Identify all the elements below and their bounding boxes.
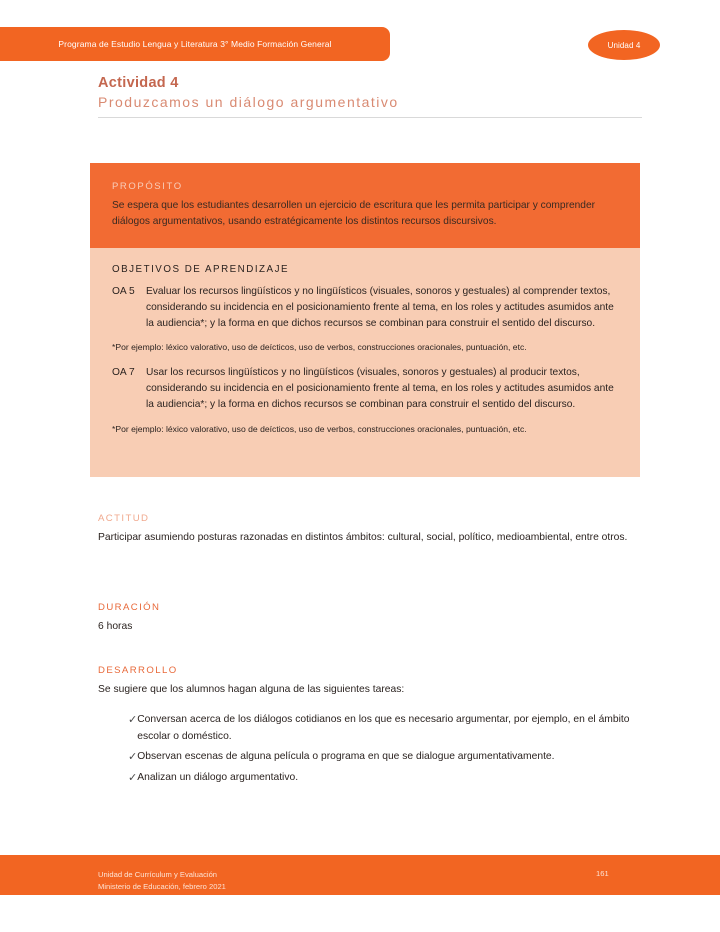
duracion-section <box>98 602 636 635</box>
page-title <box>98 74 642 112</box>
objetivo-footnote: *Por ejemplo: léxico valorativo, uso de deícticos, uso de verbos, construcciones oracionales, puntuación, etc. <box>112 342 527 353</box>
unit-badge <box>588 30 660 60</box>
objetivo-text: Evaluar los recursos lingüísticos y no lingüísticos (visuales, sonoros y gestuales) al comprender textos, considerando su incidencia en el posicionamiento frente al tema, en los roles y actitudes asumidos ante la audiencia*; y la forma en que dichos recursos se combinan para construir el sentido del discurso. <box>146 286 614 330</box>
footer-credits <box>98 869 226 893</box>
list-item <box>98 770 636 788</box>
desarrollo-intro: Se sugiere que los alumnos hagan alguna de las siguientes tareas: <box>98 684 405 695</box>
objetivo-code: OA 7 <box>112 367 135 379</box>
desarrollo-section <box>98 665 636 790</box>
proposito-panel <box>90 163 640 248</box>
proposito-text: Se espera que los estudiantes desarrollen un ejercicio de escritura que les permita participar y comprender diálogos argumentativos, usando estratégicamente los distintos recursos discursivos. <box>112 200 596 227</box>
task-text: Analizan un diálogo argumentativo. <box>137 771 299 783</box>
running-header-bar <box>0 27 390 61</box>
check-icon: ✓ <box>128 750 138 763</box>
list-item <box>98 749 636 767</box>
objetivo-code: OA 5 <box>112 286 135 297</box>
activity-name: Produzcamos un diálogo argumentativo <box>98 94 399 111</box>
objetivo-footnote: *Por ejemplo: léxico valorativo, uso de deícticos, uso de verbos, construcciones oracionales, puntuación, etc. <box>112 423 527 434</box>
actitud-text: Participar asumiendo posturas razonadas en distintos ámbitos: cultural, social, político, medioambiental, entre otros. <box>98 532 628 543</box>
page-number: 161 <box>596 869 609 878</box>
actitud-label: ACTITUD <box>98 513 150 524</box>
objetivo-item <box>112 365 618 413</box>
title-divider <box>98 117 642 118</box>
task-list <box>98 712 636 787</box>
task-text: Observan escenas de alguna película o programa en que se dialogue argumentativamente. <box>137 750 555 762</box>
objetivo-item <box>112 284 618 332</box>
list-item <box>98 712 636 745</box>
duracion-text: 6 horas <box>98 621 133 632</box>
objetivo-text: Usar los recursos lingüísticos y no lingüísticos (visuales, sonoros y gestuales) al producir textos, considerando su incidencia en el posicionamiento frente al tema, en los roles y actitudes asumidos ante la audiencia*; y la forma en dichos recursos se combinan para construir el sentido del discurso. <box>146 367 614 411</box>
check-icon: ✓ <box>128 771 138 784</box>
actitud-section <box>98 513 636 546</box>
objetivos-panel <box>90 248 640 477</box>
objetivos-label: OBJETIVOS DE APRENDIZAJE <box>112 264 289 275</box>
duracion-label: DURACIÓN <box>98 602 161 613</box>
footer-credits-line1: Unidad de Currículum y Evaluación <box>98 870 218 879</box>
footer-credits-line2: Ministerio de Educación, febrero 2021 <box>98 881 226 891</box>
running-header-text: Programa de Estudio Lengua y Literatura 3° Medio Formación General <box>58 39 332 49</box>
task-text: Conversan acerca de los diálogos cotidianos en los que es necesario argumentar, por ejemplo, en el ámbito escolar o doméstico. <box>137 714 630 743</box>
desarrollo-label: DESARROLLO <box>98 665 178 676</box>
proposito-label: PROPÓSITO <box>112 181 183 192</box>
unit-badge-label: Unidad 4 <box>607 40 641 50</box>
check-icon: ✓ <box>128 714 138 727</box>
activity-number: Actividad 4 <box>98 75 179 91</box>
